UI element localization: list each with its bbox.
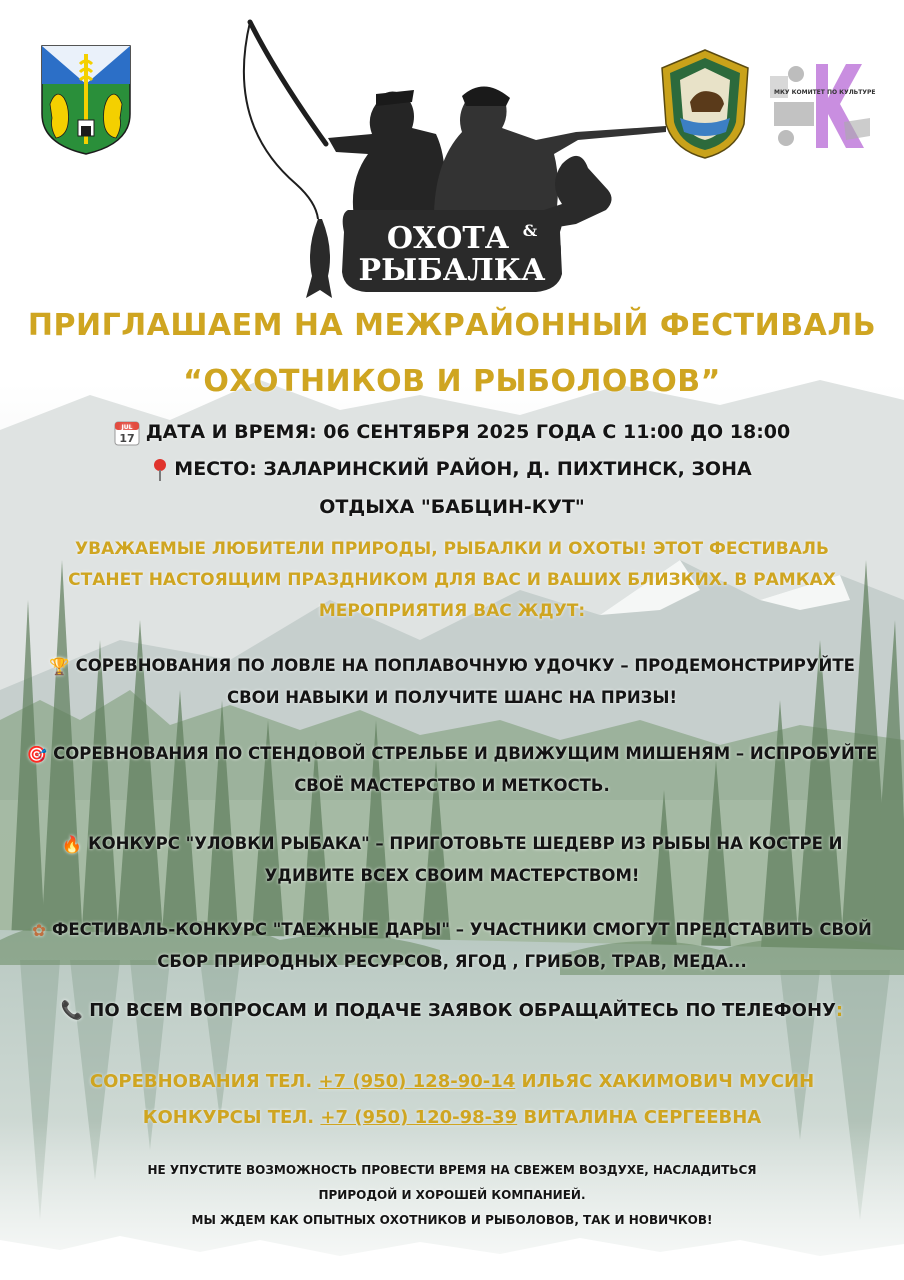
event-text: СОРЕВНОВАНИЯ ПО СТЕНДОВОЙ СТРЕЛЬБЕ И ДВИЖУЩИМ МИШЕНЯМ – ИСПРОБУЙТЕ СВОЁ МАСТЕРСТВО И МЕТКОСТЬ. bbox=[53, 744, 878, 795]
event-item bbox=[20, 650, 884, 713]
trophy-icon: 🏆 bbox=[49, 657, 70, 676]
place-row bbox=[0, 452, 904, 486]
target-icon: 🎯 bbox=[26, 745, 48, 764]
intro-paragraph: УВАЖАЕМЫЕ ЛЮБИТЕЛИ ПРИРОДЫ, РЫБАЛКИ И ОХОТЫ! ЭТОТ ФЕСТИВАЛЬ СТАНЕТ НАСТОЯЩИМ ПРАЗДНИКОМ ДЛЯ ВАС И ВАШИХ БЛИЗКИХ. В РАМКАХ МЕРОПРИЯТИЯ ВАС ЖДУТ: bbox=[68, 539, 836, 621]
phone-person: ВИТАЛИНА СЕРГЕЕВНА bbox=[517, 1107, 762, 1128]
hunters-association-shield-icon bbox=[660, 48, 750, 160]
closing-line: МЫ ЖДЕМ КАК ОПЫТНЫХ ОХОТНИКОВ И РЫБОЛОВОВ, ТАК И НОВИЧКОВ! bbox=[191, 1213, 713, 1227]
event-text: КОНКУРС "УЛОВКИ РЫБАКА" – ПРИГОТОВЬТЕ ШЕДЕВР ИЗ РЫБЫ НА КОСТРЕ И УДИВИТЕ ВСЕХ СВОИМ МАСТЕРСТВОМ! bbox=[88, 834, 843, 885]
culture-logo-text: МКУ КОМИТЕТ ПО КУЛЬТУРЕ bbox=[774, 89, 876, 96]
place-text-line2: ОТДЫХА "БАБЦИН-КУТ" bbox=[319, 496, 585, 518]
event-item bbox=[20, 738, 884, 801]
phone-person: ИЛЬЯС ХАКИМОВИЧ МУСИН bbox=[515, 1071, 815, 1092]
festival-name: “ОХОТНИКОВ И РЫБОЛОВОВ” bbox=[183, 364, 721, 399]
emblem-line1: ОХОТА bbox=[386, 221, 510, 256]
emblem-ampersand: & bbox=[522, 221, 538, 240]
district-coat-of-arms-icon bbox=[40, 44, 132, 156]
event-text: ФЕСТИВАЛЬ-КОНКУРС "ТАЕЖНЫЕ ДАРЫ" – УЧАСТНИКИ СМОГУТ ПРЕДСТАВИТЬ СВОЙ СБОР ПРИРОДНЫХ РЕСУРСОВ, ЯГОД , ГРИБОВ, ТРАВ, МЕДА... bbox=[51, 920, 872, 971]
calendar-day: 17 bbox=[119, 431, 135, 445]
hunting-fishing-emblem bbox=[236, 14, 672, 304]
datetime-row bbox=[0, 415, 904, 449]
phone-link[interactable]: +7 (950) 120-98-39 bbox=[320, 1107, 518, 1128]
event-text: СОРЕВНОВАНИЯ ПО ЛОВЛЕ НА ПОПЛАВОЧНУЮ УДОЧКУ – ПРОДЕМОНСТРИРУЙТЕ СВОИ НАВЫКИ И ПОЛУЧИТЕ ШАНС НА ПРИЗЫ! bbox=[75, 656, 855, 707]
phone-line-contests bbox=[0, 1102, 904, 1134]
event-item bbox=[20, 914, 884, 977]
phone-prefix: СОРЕВНОВАНИЯ ТЕЛ. bbox=[89, 1071, 319, 1092]
contact-title bbox=[60, 994, 844, 1028]
closing-line: ПРИРОДОЙ И ХОРОШЕЙ КОМПАНИЕЙ. bbox=[318, 1188, 586, 1202]
phone-line-competitions bbox=[0, 1066, 904, 1098]
contact-title-text: ПО ВСЕМ ВОПРОСАМ И ПОДАЧЕ ЗАЯВОК ОБРАЩАЙТЕСЬ ПО ТЕЛЕФОНУ bbox=[89, 1000, 836, 1021]
contact-colon: : bbox=[835, 1000, 844, 1021]
location-pin-icon bbox=[152, 458, 168, 482]
phone-link[interactable]: +7 (950) 128-90-14 bbox=[318, 1071, 516, 1092]
phone-icon: 📞 bbox=[60, 1000, 84, 1021]
phone-prefix: КОНКУРСЫ ТЕЛ. bbox=[142, 1107, 321, 1128]
calendar-month: JUL bbox=[121, 423, 133, 431]
place-text-line1: МЕСТО: ЗАЛАРИНСКИЙ РАЙОН, Д. ПИХТИНСК, ЗОНА bbox=[174, 458, 752, 480]
herb-icon: ✿ bbox=[32, 921, 46, 940]
datetime-text: ДАТА И ВРЕМЯ: 06 СЕНТЯБРЯ 2025 ГОДА С 11:00 ДО 18:00 bbox=[145, 421, 791, 443]
closing-line: НЕ УПУСТИТЕ ВОЗМОЖНОСТЬ ПРОВЕСТИ ВРЕМЯ НА СВЕЖЕМ ВОЗДУХЕ, НАСЛАДИТЬСЯ bbox=[147, 1163, 757, 1177]
event-item bbox=[20, 828, 884, 891]
fire-icon: 🔥 bbox=[61, 835, 83, 854]
emblem-line2: РЫБАЛКА bbox=[358, 253, 546, 288]
closing-text bbox=[100, 1158, 804, 1233]
page-title: ПРИГЛАШАЕМ НА МЕЖРАЙОННЫЙ ФЕСТИВАЛЬ bbox=[27, 308, 877, 343]
calendar-icon bbox=[114, 420, 140, 446]
culture-committee-logo bbox=[766, 58, 876, 154]
